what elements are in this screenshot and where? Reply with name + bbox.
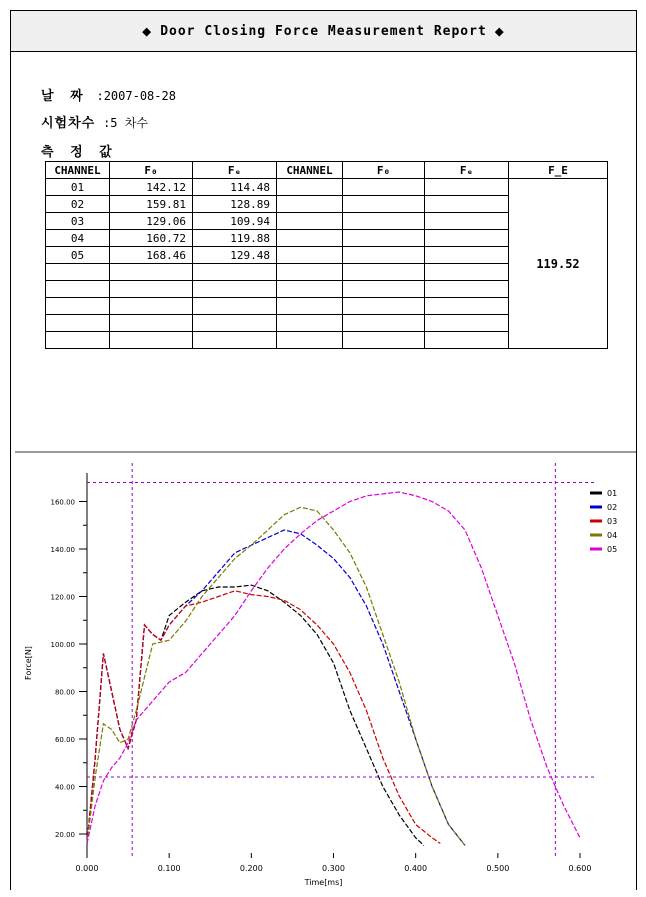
series-line-04 (87, 507, 465, 845)
col-header-fe: Fₑ (193, 162, 277, 179)
trials-label: 시험차수 (41, 116, 96, 131)
measured-label: 측 정 값 (41, 145, 118, 160)
series-line-05 (87, 492, 580, 844)
y-tick-label: 120.00 (50, 593, 75, 602)
force-time-chart (15, 451, 636, 893)
x-axis-label: Time[ms] (304, 878, 343, 887)
diamond-icon: ◆ (494, 22, 505, 40)
cell-fe: 128.89 (193, 196, 277, 213)
col-header-fe-2: Fₑ (425, 162, 509, 179)
cell-f0: 168.46 (110, 247, 193, 264)
cell-f0: 160.72 (110, 230, 193, 247)
date-label: 날 짜 (41, 89, 89, 104)
table-header-row (46, 162, 608, 179)
report-title-bar (11, 11, 636, 52)
series-line-01 (87, 585, 424, 845)
y-tick-label: 60.00 (54, 736, 75, 744)
cell-channel: 01 (46, 179, 110, 196)
measured-values-heading (41, 141, 118, 160)
trials-row (41, 112, 148, 131)
table-row (46, 179, 608, 196)
legend-label-01: 01 (607, 489, 618, 498)
legend-label-04: 04 (607, 531, 618, 540)
col-header-fe-total: F_E (509, 162, 608, 179)
fe-total-value: 119.52 (509, 179, 608, 349)
y-tick-label: 80.00 (54, 688, 75, 697)
col-header-channel: CHANNEL (46, 162, 110, 179)
cell-fe: 109.94 (193, 213, 277, 230)
y-tick-label: 20.00 (54, 831, 75, 839)
x-tick-label: 0.300 (322, 864, 345, 873)
x-tick-label: 0.000 (75, 864, 99, 873)
cell-channel: 04 (46, 230, 110, 247)
diamond-icon: ◆ (142, 22, 153, 40)
series-line-02 (87, 530, 465, 845)
cell-f0: 159.81 (110, 196, 193, 213)
cell-fe: 129.48 (193, 247, 277, 264)
report-page (10, 10, 637, 890)
x-tick-label: 0.100 (157, 864, 181, 873)
y-tick-label: 160.00 (50, 498, 75, 507)
report-title: Door Closing Force Measurement Report (160, 23, 487, 39)
col-header-f0-2: F₀ (343, 162, 425, 179)
series-line-03 (87, 591, 440, 844)
y-tick-label: 100.00 (50, 641, 75, 649)
date-value: :2007-08-28 (96, 89, 176, 103)
legend-label-02: 02 (607, 503, 618, 512)
x-tick-label: 0.600 (568, 864, 592, 873)
legend-label-05: 05 (607, 545, 618, 554)
cell-fe: 119.88 (193, 230, 277, 247)
x-tick-label: 0.500 (486, 864, 510, 873)
x-tick-label: 0.200 (239, 864, 263, 873)
y-axis-label: Force[N] (24, 646, 33, 680)
col-header-f0: F₀ (110, 162, 193, 179)
cell-channel: 05 (46, 247, 110, 264)
legend-label-03: 03 (607, 517, 618, 526)
cell-channel: 03 (46, 213, 110, 230)
chart-svg (15, 453, 636, 889)
trials-value: :5 차수 (103, 116, 148, 130)
cell-f0: 142.12 (110, 179, 193, 196)
col-header-channel-2: CHANNEL (277, 162, 343, 179)
cell-f0: 129.06 (110, 213, 193, 230)
x-tick-label: 0.400 (404, 864, 428, 873)
cell-fe: 114.48 (193, 179, 277, 196)
date-row (41, 85, 176, 104)
y-tick-label: 40.00 (54, 783, 75, 792)
cell-channel: 02 (46, 196, 110, 213)
measurement-table (45, 161, 608, 349)
y-tick-label: 140.00 (50, 546, 75, 554)
